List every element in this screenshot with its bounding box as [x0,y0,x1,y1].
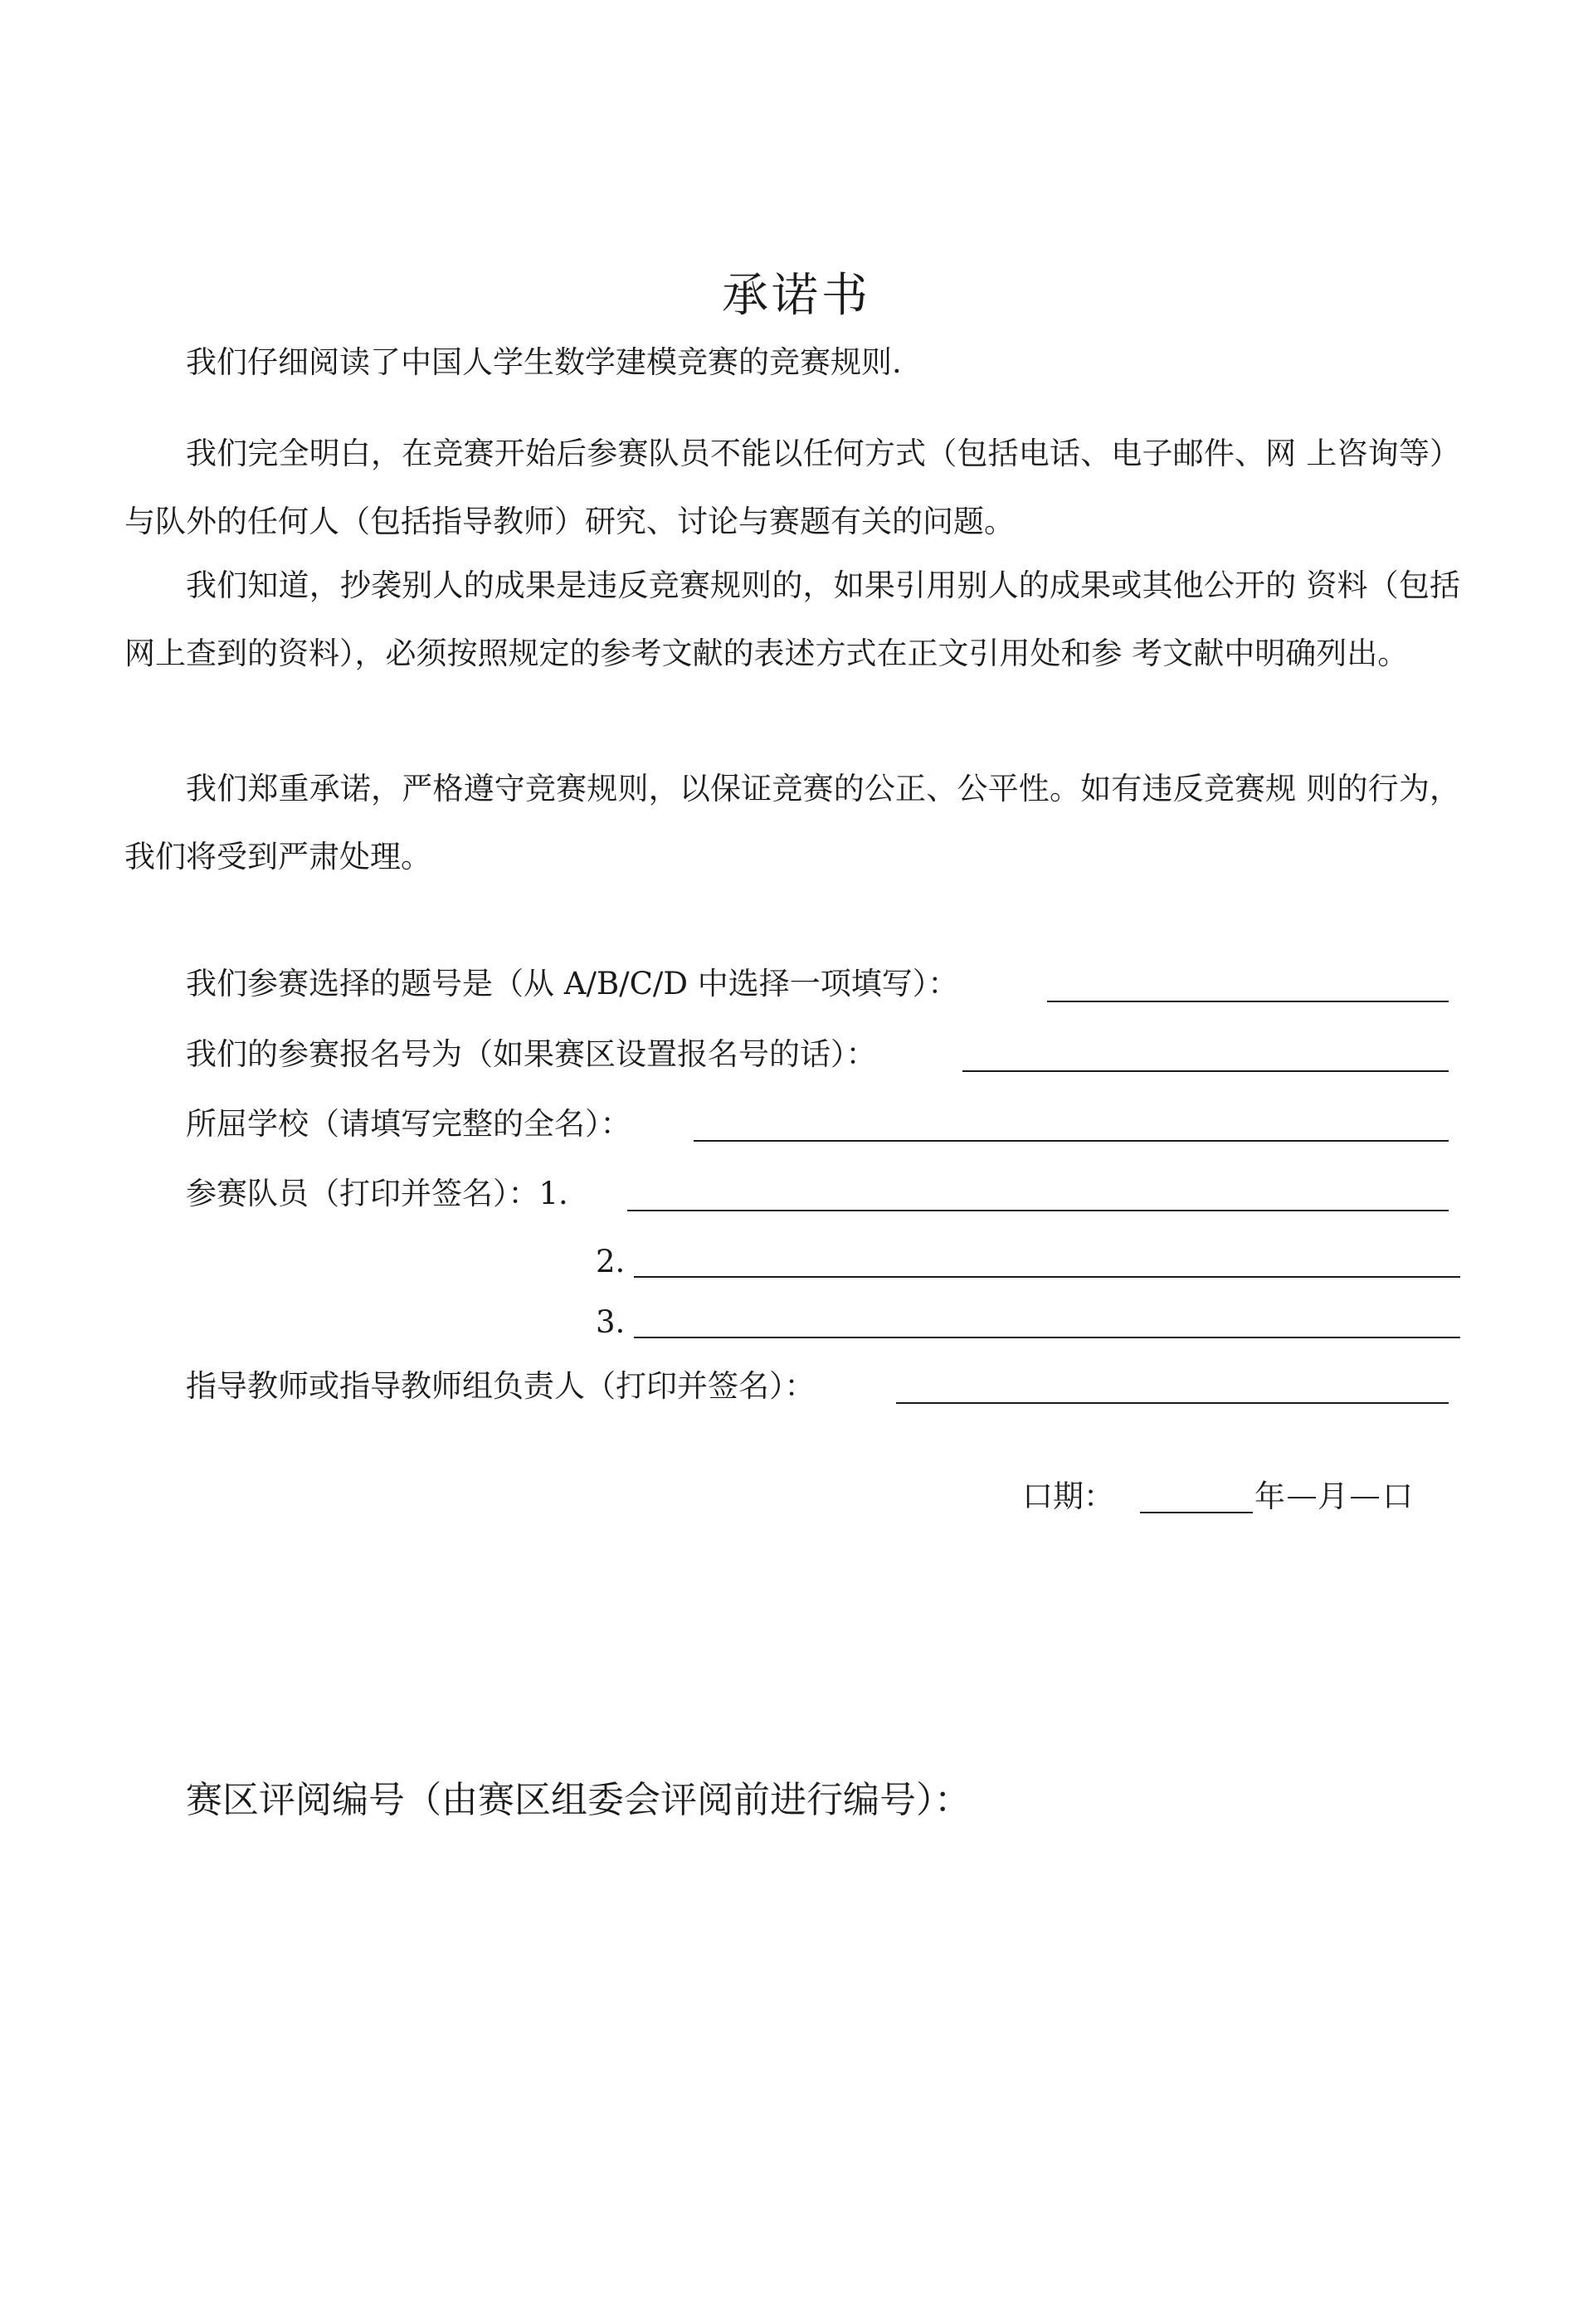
members-label: 参赛队员（打印并签名）： [186,1176,539,1211]
school-input[interactable] [694,1140,1449,1142]
members-field [186,1171,568,1217]
school-field [186,1101,631,1147]
date-day-unit [1382,1474,1413,1520]
problem-choice-input[interactable] [1047,1001,1449,1002]
advisor-input[interactable] [896,1402,1449,1404]
registration-input[interactable] [962,1070,1449,1072]
registration-field [186,1031,877,1078]
date-year-input[interactable] [1140,1512,1253,1513]
member-2-field [596,1239,625,1285]
date-day-input[interactable] [1351,1497,1379,1498]
date-label: 口期： [1022,1479,1114,1514]
review-number-label: 赛区评阅编号（由赛区组委会评阅前进行编号）： [186,1779,971,1821]
member-1-input[interactable] [627,1210,1449,1211]
date-month-unit [1318,1474,1348,1520]
advisor-field [186,1363,816,1410]
problem-choice-label: 我们参赛选择的题号是（从 A/B/C/D 中选择一项填写）： [186,966,959,1001]
date-day-label: 口 [1382,1479,1413,1514]
date-field [1022,1474,1114,1520]
paragraph-pledge: 我们郑重承诺，严格遵守竞赛规则，以保证竞赛的公正、公平性。如有违反竞赛规 则的行为，我们将受到严肃处理。 [124,771,1460,875]
member-2-input[interactable] [634,1276,1460,1278]
member-2-number: 2. [596,1244,626,1279]
member-3-field [596,1299,625,1346]
member-3-input[interactable] [634,1337,1460,1338]
problem-choice-field [186,961,958,1007]
paragraph-rules-read: 我们仔细阅读了中国人学生数学建模竞赛的竞赛规则. [186,344,902,380]
date-year-unit [1254,1474,1285,1520]
school-label: 所屈学校（请填写完整的全名）： [186,1106,631,1142]
member-1-number: 1. [538,1176,568,1211]
paragraph-no-contact: 我们完全明白，在竞赛开始后参赛队员不能以任何方式（包括电话、电子邮件、网 上咨询等）与队外的任何人（包括指导教师）研究、讨论与赛题有关的问题。 [124,436,1460,539]
paragraph-plagiarism: 我们知道，抄袭别人的成果是违反竞赛规则的，如果引用别人的成果或其他公开的 资料（包括网上查到的资料），必须按照规定的参考文献的表述方式在正文引用处和参 考文献中明确列出。 [124,568,1460,671]
page-title: 承诺书 [722,269,871,323]
advisor-label: 指导教师或指导教师组负责人（打印并签名）： [186,1368,816,1404]
member-3-number: 3. [596,1304,626,1340]
date-month-label: 月 [1318,1479,1348,1514]
date-year-label: 年 [1254,1479,1285,1514]
date-month-input[interactable] [1288,1497,1316,1498]
registration-label: 我们的参赛报名号为（如果赛区设置报名号的话）： [186,1036,877,1072]
